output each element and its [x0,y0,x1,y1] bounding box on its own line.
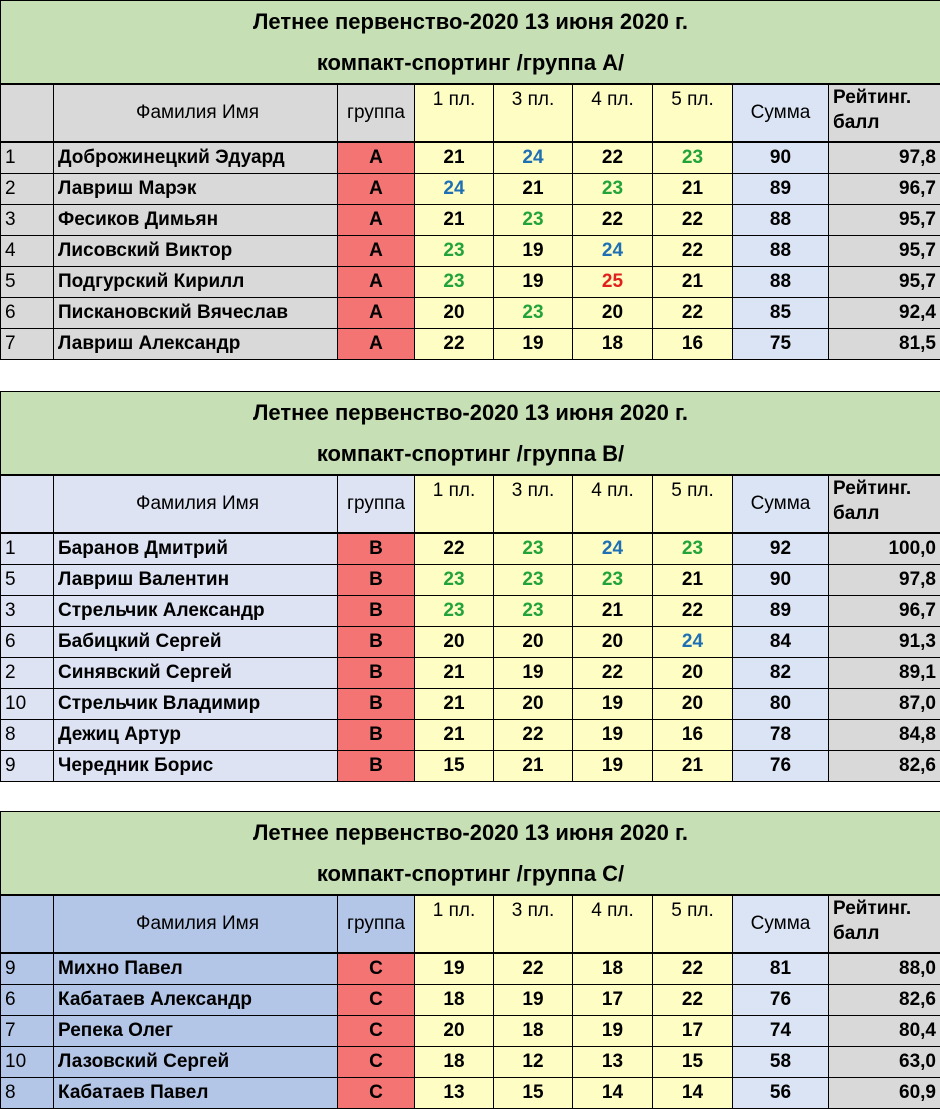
rating-cell: 97,8 [829,565,940,596]
header-s5: 5 пл. [653,895,733,953]
row-number: 9 [1,751,54,782]
score-3: 21 [494,174,573,205]
row-number: 1 [1,533,54,565]
score-3: 15 [494,1078,573,1109]
rows-group-c [1,953,940,1109]
score-1: 22 [415,329,494,360]
header-s5: 5 пл. [653,84,733,142]
header-sum: Сумма [733,895,829,953]
table-row [1,533,940,565]
results-table-group-c [0,811,940,1109]
group-cell: А [338,205,415,236]
table-row [1,596,940,627]
score-4: 19 [573,1016,653,1047]
row-number: 6 [1,627,54,658]
rating-cell: 87,0 [829,689,940,720]
title-line-1: Летнее первенство-2020 13 июня 2020 г. [252,400,689,425]
group-cell: А [338,267,415,298]
score-5: 20 [653,689,733,720]
score-4: 19 [573,720,653,751]
score-1: 21 [415,658,494,689]
score-1: 18 [415,985,494,1016]
score-5: 22 [653,596,733,627]
score-3: 22 [494,953,573,985]
header-group: группа [338,895,415,953]
row-number: 3 [1,205,54,236]
table-title [1,392,940,476]
player-name: Баранов Дмитрий [54,533,338,565]
score-4: 13 [573,1047,653,1078]
row-number: 10 [1,689,54,720]
sum-cell: 88 [733,236,829,267]
sum-cell: 90 [733,565,829,596]
score-1: 23 [415,565,494,596]
header-s4: 4 пл. [573,895,653,953]
score-1: 15 [415,751,494,782]
header-group: группа [338,475,415,533]
header-row [1,475,940,533]
header-num [1,475,54,533]
row-number: 7 [1,329,54,360]
score-5: 16 [653,720,733,751]
score-4: 18 [573,329,653,360]
group-cell: С [338,1047,415,1078]
header-row [1,895,940,953]
score-4: 20 [573,298,653,329]
row-number: 6 [1,985,54,1016]
score-3: 18 [494,1016,573,1047]
table-row [1,267,940,298]
player-name: Стрельчик Александр [54,596,338,627]
row-number: 10 [1,1047,54,1078]
rating-cell: 95,7 [829,267,940,298]
header-row [1,84,940,142]
player-name: Лавриш Александр [54,329,338,360]
table-row [1,985,940,1016]
sum-cell: 88 [733,267,829,298]
score-5: 21 [653,174,733,205]
score-1: 21 [415,142,494,174]
table-row [1,329,940,360]
score-5: 22 [653,953,733,985]
score-3: 19 [494,658,573,689]
group-cell: С [338,1016,415,1047]
header-rating: Рейтинг. балл [829,475,940,533]
score-1: 20 [415,627,494,658]
table-row [1,298,940,329]
rating-cell: 89,1 [829,658,940,689]
header-s1: 1 пл. [415,475,494,533]
score-3: 23 [494,205,573,236]
score-1: 21 [415,689,494,720]
score-3: 23 [494,565,573,596]
score-3: 23 [494,533,573,565]
rating-cell: 82,6 [829,985,940,1016]
score-4: 20 [573,627,653,658]
header-s3: 3 пл. [494,895,573,953]
table-row [1,720,940,751]
header-name: Фамилия Имя [54,895,338,953]
row-number: 9 [1,953,54,985]
header-group: группа [338,84,415,142]
rating-cell: 84,8 [829,720,940,751]
rating-cell: 80,4 [829,1016,940,1047]
score-4: 22 [573,142,653,174]
table-row [1,1078,940,1109]
header-s4: 4 пл. [573,84,653,142]
score-1: 20 [415,298,494,329]
score-4: 19 [573,751,653,782]
score-5: 23 [653,142,733,174]
header-s3: 3 пл. [494,84,573,142]
row-number: 2 [1,174,54,205]
sum-cell: 75 [733,329,829,360]
score-5: 16 [653,329,733,360]
rating-cell: 100,0 [829,533,940,565]
group-cell: В [338,720,415,751]
score-3: 22 [494,720,573,751]
score-5: 14 [653,1078,733,1109]
score-3: 23 [494,596,573,627]
player-name: Подгурский Кирилл [54,267,338,298]
group-cell: А [338,174,415,205]
header-name: Фамилия Имя [54,84,338,142]
table-title [1,812,940,896]
score-1: 21 [415,720,494,751]
rating-cell: 92,4 [829,298,940,329]
group-cell: А [338,236,415,267]
sum-cell: 78 [733,720,829,751]
group-cell: А [338,329,415,360]
sum-cell: 58 [733,1047,829,1078]
row-number: 4 [1,236,54,267]
group-cell: В [338,627,415,658]
sum-cell: 88 [733,205,829,236]
sum-cell: 92 [733,533,829,565]
score-3: 19 [494,985,573,1016]
sum-cell: 56 [733,1078,829,1109]
score-5: 17 [653,1016,733,1047]
score-1: 19 [415,953,494,985]
title-line-1: Летнее первенство-2020 13 июня 2020 г. [252,9,689,34]
table-row [1,689,940,720]
row-number: 6 [1,298,54,329]
rating-cell: 81,5 [829,329,940,360]
rating-cell: 82,6 [829,751,940,782]
sum-cell: 84 [733,627,829,658]
score-3: 19 [494,267,573,298]
score-4: 23 [573,174,653,205]
title-line-2: компакт-спортинг /группа С/ [316,861,625,886]
table-row [1,142,940,174]
group-cell: В [338,533,415,565]
header-sum: Сумма [733,84,829,142]
table-row [1,751,940,782]
score-1: 23 [415,267,494,298]
group-cell: С [338,1078,415,1109]
player-name: Лисовский Виктор [54,236,338,267]
score-1: 24 [415,174,494,205]
table-group-c [0,811,940,1109]
score-1: 13 [415,1078,494,1109]
rating-cell: 95,7 [829,236,940,267]
title-line-1: Летнее первенство-2020 13 июня 2020 г. [252,820,689,845]
score-4: 22 [573,658,653,689]
score-3: 23 [494,298,573,329]
score-4: 24 [573,236,653,267]
row-number: 1 [1,142,54,174]
results-table-group-b [0,391,940,782]
player-name: Репека Олег [54,1016,338,1047]
header-rating: Рейтинг. балл [829,84,940,142]
rating-cell: 95,7 [829,205,940,236]
rating-cell: 60,9 [829,1078,940,1109]
score-4: 18 [573,953,653,985]
header-rating: Рейтинг. балл [829,895,940,953]
player-name: Лазовский Сергей [54,1047,338,1078]
table-row [1,953,940,985]
header-sum: Сумма [733,475,829,533]
results-table-group-a [0,0,940,360]
score-5: 23 [653,533,733,565]
row-number: 5 [1,267,54,298]
rows-group-a [1,142,940,360]
header-num [1,895,54,953]
header-s4: 4 пл. [573,475,653,533]
sum-cell: 76 [733,985,829,1016]
player-name: Кабатаев Александр [54,985,338,1016]
row-number: 5 [1,565,54,596]
sum-cell: 85 [733,298,829,329]
rating-cell: 96,7 [829,174,940,205]
sum-cell: 90 [733,142,829,174]
score-3: 12 [494,1047,573,1078]
header-s3: 3 пл. [494,475,573,533]
row-number: 8 [1,1078,54,1109]
score-4: 17 [573,985,653,1016]
score-3: 19 [494,236,573,267]
table-group-b [0,391,940,782]
score-1: 23 [415,236,494,267]
header-s1: 1 пл. [415,84,494,142]
score-4: 24 [573,533,653,565]
player-name: Кабатаев Павел [54,1078,338,1109]
score-5: 15 [653,1047,733,1078]
player-name: Стрельчик Владимир [54,689,338,720]
row-number: 7 [1,1016,54,1047]
player-name: Дежиц Артур [54,720,338,751]
score-4: 23 [573,565,653,596]
table-row [1,1047,940,1078]
table-row [1,236,940,267]
player-name: Синявский Сергей [54,658,338,689]
player-name: Михно Павел [54,953,338,985]
score-1: 20 [415,1016,494,1047]
header-s5: 5 пл. [653,475,733,533]
group-cell: С [338,985,415,1016]
score-3: 20 [494,689,573,720]
group-cell: А [338,142,415,174]
table-row [1,174,940,205]
table-group-a [0,0,940,360]
row-number: 2 [1,658,54,689]
rating-cell: 96,7 [829,596,940,627]
group-cell: В [338,751,415,782]
row-number: 8 [1,720,54,751]
score-5: 22 [653,205,733,236]
score-4: 14 [573,1078,653,1109]
score-3: 21 [494,751,573,782]
title-line-2: компакт-спортинг /группа В/ [316,441,625,466]
table-row [1,658,940,689]
score-5: 21 [653,267,733,298]
sum-cell: 76 [733,751,829,782]
title-line-2: компакт-спортинг /группа А/ [316,50,625,75]
table-row [1,205,940,236]
player-name: Лавриш Марэк [54,174,338,205]
score-5: 21 [653,751,733,782]
score-4: 21 [573,596,653,627]
score-4: 19 [573,689,653,720]
player-name: Доброжинецкий Эдуард [54,142,338,174]
sum-cell: 74 [733,1016,829,1047]
group-cell: С [338,953,415,985]
score-1: 18 [415,1047,494,1078]
group-cell: В [338,596,415,627]
sum-cell: 81 [733,953,829,985]
score-5: 21 [653,565,733,596]
row-number: 3 [1,596,54,627]
table-row [1,565,940,596]
table-title [1,1,940,85]
score-5: 22 [653,236,733,267]
group-cell: А [338,298,415,329]
score-5: 22 [653,985,733,1016]
sum-cell: 89 [733,596,829,627]
header-num [1,84,54,142]
rating-cell: 63,0 [829,1047,940,1078]
score-4: 22 [573,205,653,236]
rows-group-b [1,533,940,782]
table-row [1,627,940,658]
player-name: Пискановский Вячеслав [54,298,338,329]
player-name: Бабицкий Сергей [54,627,338,658]
sum-cell: 89 [733,174,829,205]
player-name: Фесиков Димьян [54,205,338,236]
sum-cell: 80 [733,689,829,720]
score-3: 19 [494,329,573,360]
rating-cell: 91,3 [829,627,940,658]
score-1: 22 [415,533,494,565]
table-row [1,1016,940,1047]
score-4: 25 [573,267,653,298]
group-cell: В [338,658,415,689]
score-3: 20 [494,627,573,658]
score-3: 24 [494,142,573,174]
header-name: Фамилия Имя [54,475,338,533]
player-name: Чередник Борис [54,751,338,782]
score-1: 21 [415,205,494,236]
score-1: 23 [415,596,494,627]
sum-cell: 82 [733,658,829,689]
score-5: 22 [653,298,733,329]
rating-cell: 88,0 [829,953,940,985]
score-5: 20 [653,658,733,689]
player-name: Лавриш Валентин [54,565,338,596]
group-cell: В [338,565,415,596]
rating-cell: 97,8 [829,142,940,174]
header-s1: 1 пл. [415,895,494,953]
group-cell: В [338,689,415,720]
score-5: 24 [653,627,733,658]
